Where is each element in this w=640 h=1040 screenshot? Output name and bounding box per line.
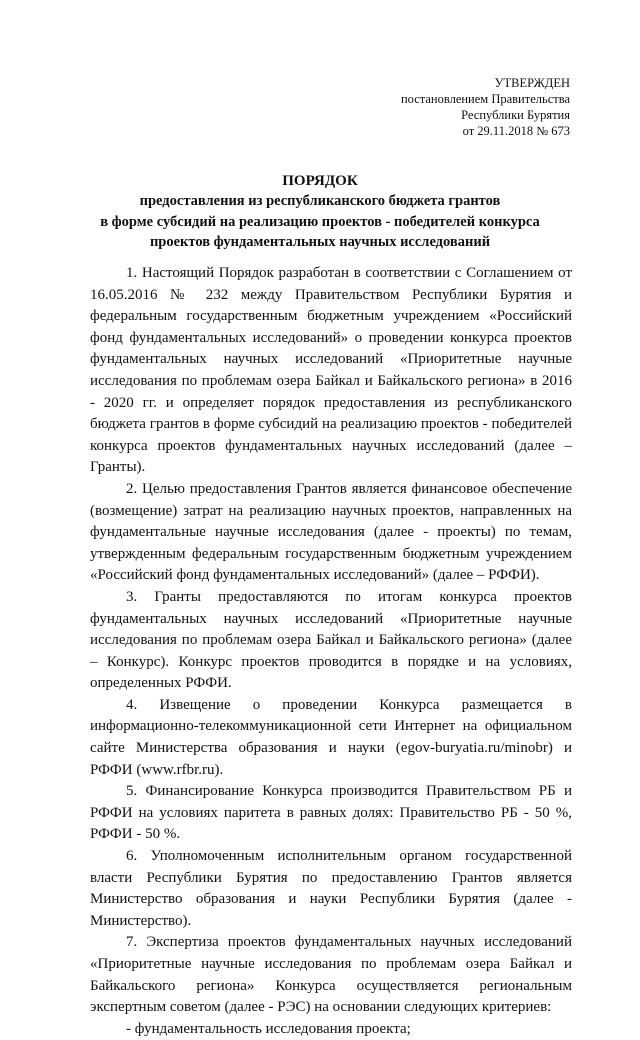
approval-date: от 29.11.2018 № 673 bbox=[462, 124, 570, 138]
paragraph-7: 7. Экспертиза проектов фундаментальных научных исследований «Приоритетные научные исследования по проблемам озера Байкал и Байкальского региона» Конкурса осуществляется региональным экспертным советом (далее - РЭС) на основании следующих критериев: bbox=[90, 934, 572, 1016]
approval-heading: УТВЕРЖДЕН bbox=[494, 76, 570, 90]
approval-stamp bbox=[401, 75, 570, 139]
title-subtitle-line: предоставления из республиканского бюджета грантов bbox=[139, 193, 501, 209]
document-body bbox=[90, 263, 572, 1040]
paragraph-2: 2. Целью предоставления Грантов является финансовое обеспечение (возмещение) затрат на реализацию научных проектов, направленных на фундаментальные научные исследования (далее - проекты) по темам, утвержденным федеральным государственным бюджетным учреждением «Российский фонд фундаментальных исследований» (далее – РФФИ). bbox=[90, 480, 572, 584]
paragraph-1: 1. Настоящий Порядок разработан в соответствии с Соглашением от 16.05.2016 № 232 между Правительством Республики Бурятия и федеральным государственным бюджетным учреждением «Российский фонд фундаментальных исследований» о проведении конкурса проектов фундаментальных научных исследований «Приоритетные научные исследования по проблемам озера Байкал и Байкальского региона» в 2016 - 2020 гг. и определяет порядок предоставления из республиканского бюджета грантов в форме субсидий на реализацию проектов - победителей конкурса проектов фундаментальных научных исследований (далее – Гранты). bbox=[90, 265, 572, 476]
document-title bbox=[60, 171, 580, 253]
approval-line: Республики Бурятия bbox=[461, 108, 570, 122]
approval-line: постановлением Правительства bbox=[400, 92, 570, 106]
paragraph-3: 3. Гранты предоставляются по итогам конкурса проектов фундаментальных научных исследований «Приоритетные научные исследования по проблемам озера Байкал и Байкальского региона» (далее – Конкурс). Конкурс проектов проводится в порядке и на условиях, определенных РФФИ. bbox=[90, 588, 572, 692]
title-subtitle-line: проектов фундаментальных научных исследований bbox=[149, 234, 491, 250]
paragraph-5: 5. Финансирование Конкурса производится Правительством РБ и РФФИ на условиях паритета в равных долях: Правительство РБ - 50 %, РФФИ - 50 %. bbox=[90, 783, 572, 843]
title-subtitle-line: в форме субсидий на реализацию проектов - победителей конкурса bbox=[100, 213, 540, 230]
paragraph-4: 4. Извещение о проведении Конкурса размещается в информационно-телекоммуникационной сети Интернет на официальном сайте Министерства образования и науки (egov-buryatia.ru/minobr) и РФФИ (www.rfbr.ru). bbox=[90, 696, 572, 778]
criteria-item: - фундаментальность исследования проекта; bbox=[126, 1020, 411, 1037]
title-main: ПОРЯДОК bbox=[282, 173, 358, 189]
paragraph-6: 6. Уполномоченным исполнительным органом государственной власти Республики Бурятия по предоставлению Грантов является Министерство образования и науки Республики Бурятия (далее - Министерство). bbox=[90, 848, 572, 929]
